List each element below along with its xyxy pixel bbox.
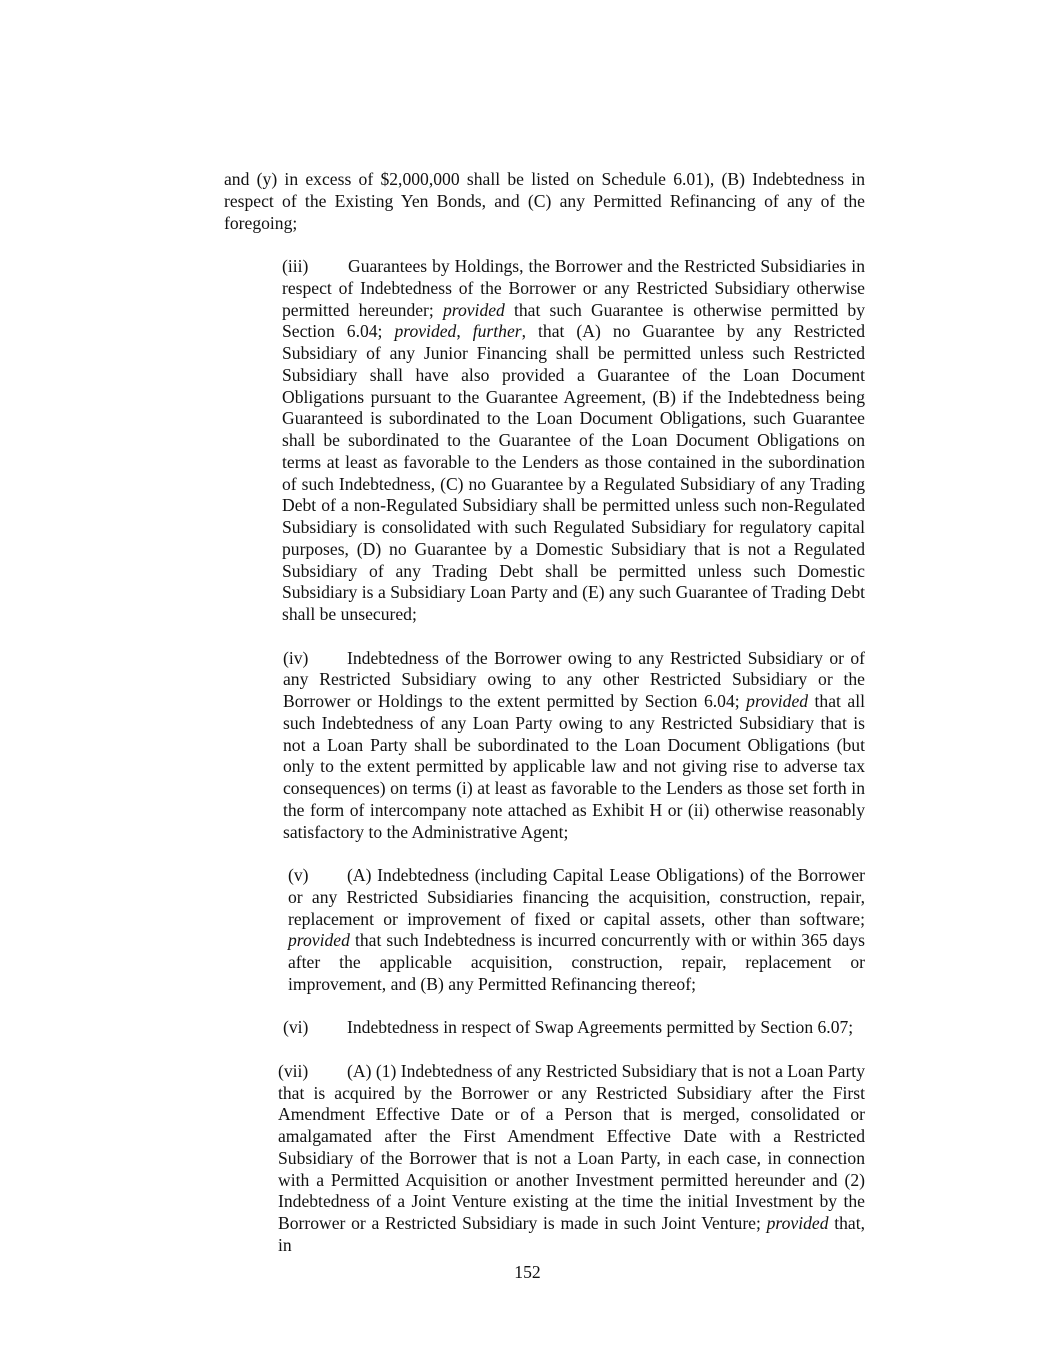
emphasis-provided: provided (288, 930, 350, 951)
clause-v (224, 865, 865, 996)
clause-text: Guarantees by Holdings, the Borrower and the Restricted Subsidiaries in respect of Indebtedness of the Borrower or any Restricted Subsidiary otherwise permitted hereunder; (282, 256, 865, 320)
clause-vi (224, 1017, 865, 1039)
clause-iv (224, 648, 865, 844)
clause-text: that such Guarantee is otherwise permitted by Section 6.04; (282, 299, 865, 342)
clause-text: Indebtedness of the Borrower owing to any Restricted Subsidiary or of any Restricted Subsidiary owing to any other Restricted Subsidiary or the Borrower or Holdings to the extent permitted by Section 6.04; (283, 647, 865, 711)
clause-iii (224, 256, 865, 626)
clause-number: (vii) (278, 1060, 309, 1081)
clause-number: (vi) (283, 1017, 309, 1038)
clause-vii (224, 1061, 865, 1257)
emphasis-provided: provided (442, 299, 505, 320)
clause-text: (A) Indebtedness (including Capital Lease Obligations) of the Borrower or any Restricted Subsidiaries financing the acquisition, construction, repair, replacement or improvement of fixed or capital assets, other than software; (288, 865, 865, 929)
clause-number: (iii) (282, 256, 309, 276)
continuation-paragraph: and (y) in excess of $2,000,000 shall be listed on Schedule 6.01), (B) Indebtedness in respect of the Existing Yen Bonds, and (C) any Permitted Refinancing of any of the foregoing; (224, 169, 865, 233)
clause-text: Indebtedness in respect of Swap Agreements permitted by Section 6.07; (347, 1017, 854, 1038)
clause-text: that such Indebtedness is incurred concurrently with or within 365 days after the applicable acquisition, construction, repair, replacement or improvement, and (B) any Permitted Refinancing thereof; (288, 930, 865, 994)
clause-text: (A) (1) Indebtedness of any Restricted Subsidiary that is not a Loan Party that is acquired by the Borrower or any Restricted Subsidiary after the First Amendment Effective Date or of a Person that is merged, consolidated or amalgamated after the First Amendment Effective Date with a Restricted Subsidiary of the Borrower that is not a Loan Party, in each case, in connection with a Permitted Acquisition or another Investment permitted hereunder and (2) Indebtedness of a Joint Venture existing at the time the initial Investment by the Borrower or a Restricted Subsidiary is made in such Joint Venture; (278, 1060, 865, 1233)
emphasis-further: further (472, 321, 522, 342)
emphasis-provided: provided (746, 691, 809, 711)
clause-text: that all such Indebtedness of any Loan Party owing to any Restricted Subsidiary that is not a Loan Party shall be subordinated to the Loan Document Obligations (but only to the extent permitted by applicable law and not giving rise to adverse tax consequences) on terms (i) at least as favorable to the Lenders as those set forth in the form of intercompany note attached as Exhibit H or (ii) otherwise reasonably satisfactory to the Administrative Agent; (283, 691, 865, 842)
clause-number: (iv) (283, 647, 309, 668)
emphasis-provided: provided (766, 1213, 829, 1233)
document-body (224, 169, 865, 1278)
clause-number: (v) (288, 865, 309, 885)
clause-text: , (456, 321, 473, 342)
page-number: 152 (514, 1262, 541, 1282)
clause-text: that, in (278, 1213, 865, 1255)
clause-text: , that (A) no Guarantee by any Restricted Subsidiary of any Junior Financing shall be permitted unless such Restricted Subsidiary shall have also provided a Guarantee of the Loan Document Obligations pursuant to the Guarantee Agreement, (B) if the Indebtedness being Guaranteed is subordinated to the Loan Document Obligations, such Guarantee shall be subordinated to the Guarantee of the Loan Document Obligations on terms at least as favorable to the Lenders as those contained in the subordination of such Indebtedness, (C) no Guarantee by a Regulated Subsidiary of any Trading Debt of a non-Regulated Subsidiary shall be permitted unless such non-Regulated Subsidiary is consolidated with such Regulated Subsidiary for regulatory capital purposes, (D) no Guarantee by a Domestic Subsidiary that is not a Regulated Subsidiary of any Trading Debt shall be permitted unless such Domestic Subsidiary is a Subsidiary Loan Party and (E) any such Guarantee of Trading Debt shall be unsecured; (282, 321, 866, 624)
emphasis-provided: provided (394, 321, 457, 342)
